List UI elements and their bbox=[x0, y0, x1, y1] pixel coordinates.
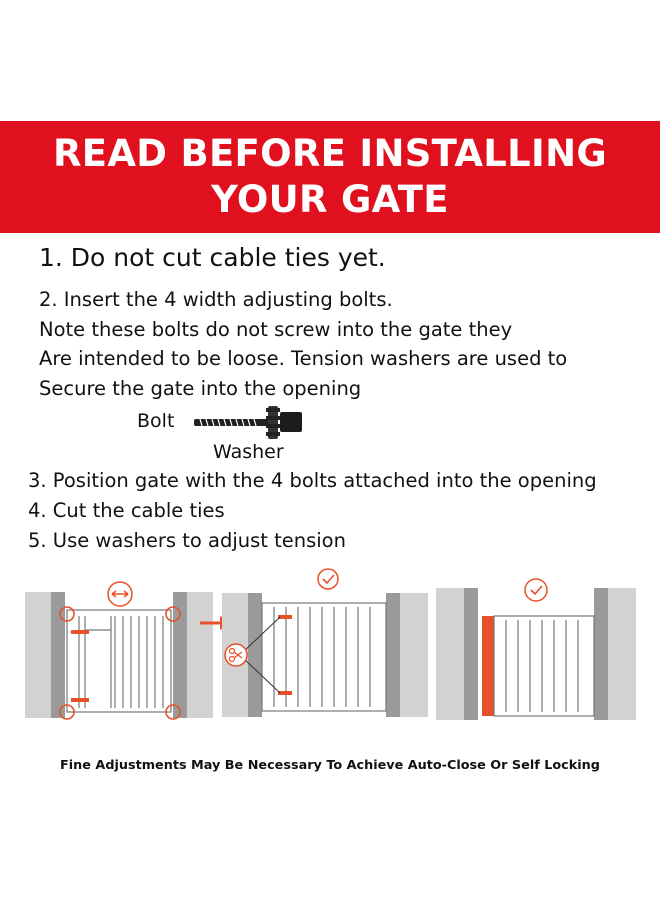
step-2-line: Are intended to be loose. Tension washers are used to bbox=[39, 347, 568, 370]
checkmark-icon bbox=[525, 579, 547, 601]
left-wall bbox=[25, 592, 51, 718]
banner-title-line-1: READ BEFORE INSTALLING bbox=[52, 132, 608, 175]
tension-washer-highlight bbox=[482, 616, 494, 716]
cable-tie bbox=[71, 630, 89, 634]
header-banner bbox=[0, 121, 660, 233]
step-2-line: Secure the gate into the opening bbox=[39, 376, 362, 400]
step-2-block bbox=[39, 285, 567, 403]
gate bbox=[67, 610, 171, 712]
footnote: Fine Adjustments May Be Necessary To Achieve Auto-Close Or Self Locking bbox=[60, 758, 600, 773]
installed-gate-diagram bbox=[436, 576, 636, 724]
steps-3-to-5 bbox=[28, 466, 597, 556]
gate bbox=[494, 616, 594, 716]
cable-tie bbox=[278, 691, 292, 695]
step-2-line: Note these bolts do not screw into the gate they bbox=[39, 317, 513, 341]
checkmark-icon bbox=[318, 569, 338, 589]
left-wall bbox=[436, 588, 464, 720]
adjust-width-diagram bbox=[25, 578, 215, 723]
right-wall bbox=[187, 592, 213, 718]
left-wall-edge bbox=[248, 593, 262, 717]
cut-ties-diagram bbox=[222, 565, 430, 725]
right-wall-edge bbox=[594, 588, 608, 720]
bolt-illustration bbox=[190, 402, 310, 442]
step-1: 1. Do not cut cable ties yet. bbox=[39, 243, 386, 272]
right-wall bbox=[608, 588, 636, 720]
bolt-label: Bolt bbox=[137, 410, 175, 432]
cable-tie bbox=[278, 615, 292, 619]
bolt-head bbox=[280, 412, 302, 432]
step-4: 4. Cut the cable ties bbox=[28, 499, 225, 522]
left-wall-edge bbox=[51, 592, 65, 718]
bolt-shaft bbox=[194, 419, 270, 426]
washer-label: Washer bbox=[213, 441, 284, 463]
step-3: 3. Position gate with the 4 bolts attached into the opening bbox=[28, 469, 597, 492]
step-5: 5. Use washers to adjust tension bbox=[28, 529, 346, 552]
washer-icon bbox=[266, 406, 280, 439]
right-wall-edge bbox=[386, 593, 400, 717]
step-2-line: 2. Insert the 4 width adjusting bolts. bbox=[39, 288, 393, 311]
banner-title-line-2: YOUR GATE bbox=[211, 178, 449, 221]
scissors-icon bbox=[225, 644, 247, 666]
double-arrow-icon bbox=[108, 582, 132, 606]
cable-tie bbox=[71, 698, 89, 702]
right-wall bbox=[400, 593, 428, 717]
left-wall-edge bbox=[464, 588, 478, 720]
